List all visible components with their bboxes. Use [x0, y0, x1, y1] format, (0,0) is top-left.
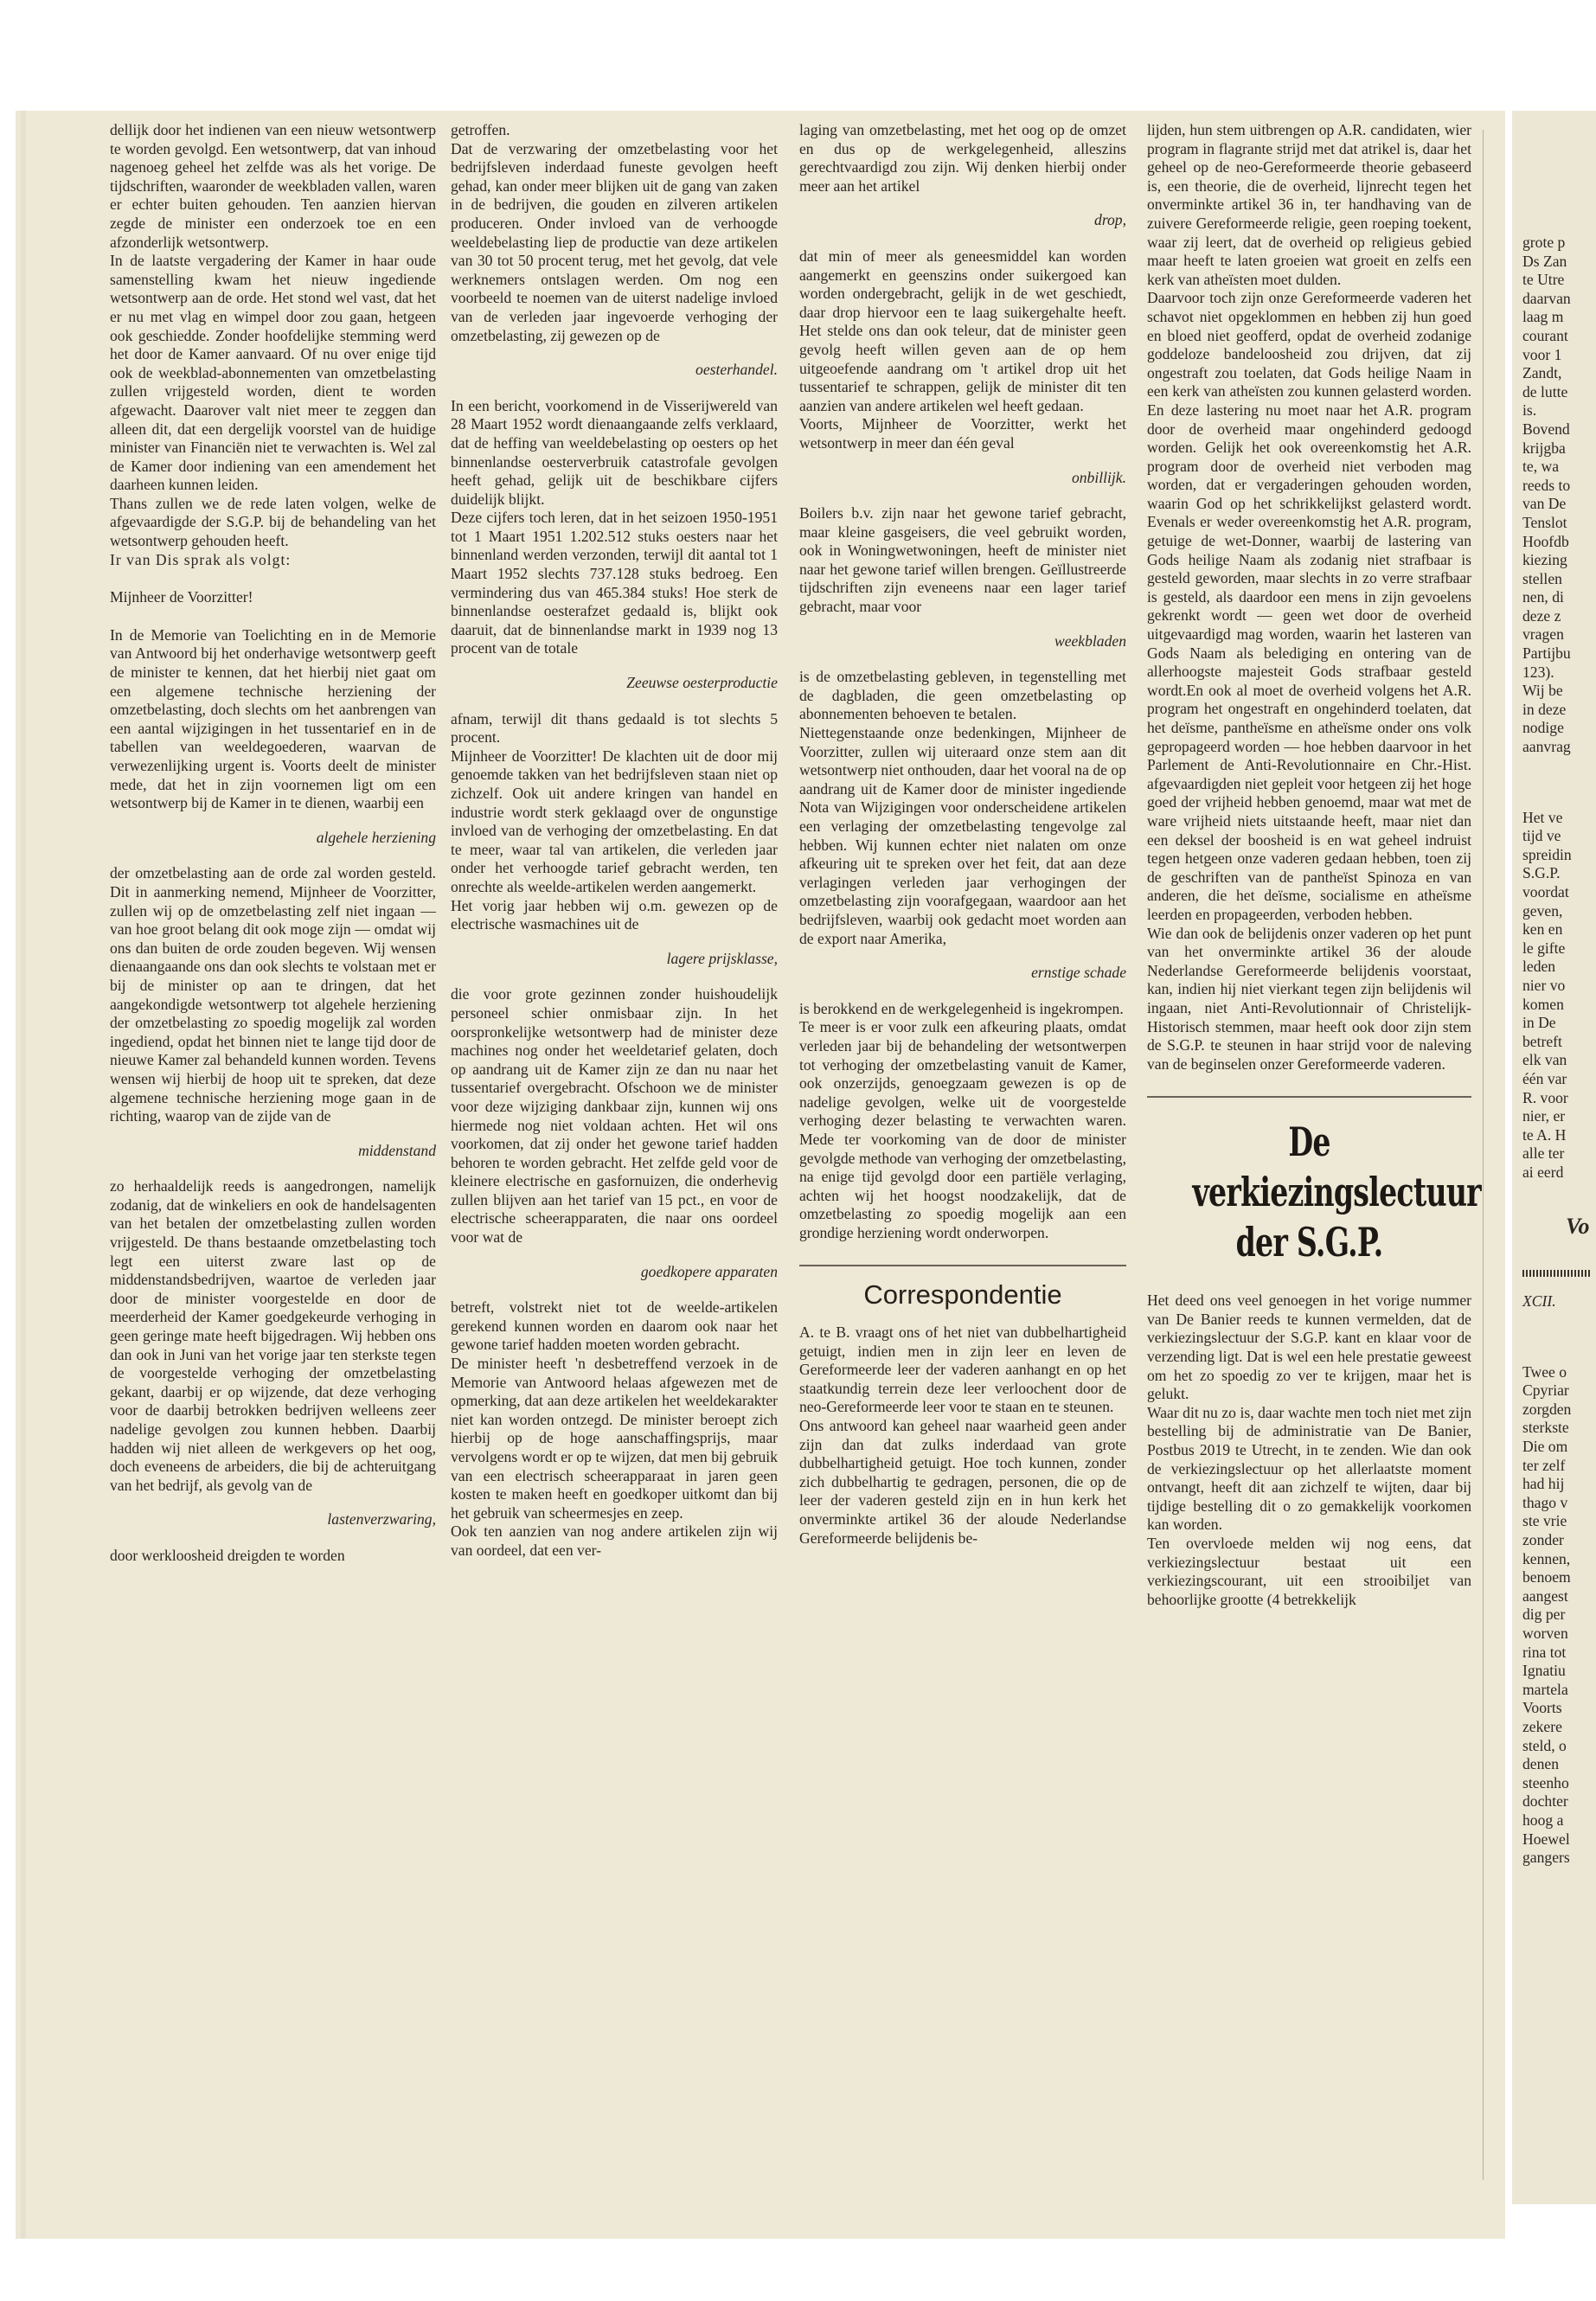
subheading: lagere prijsklasse, [666, 949, 778, 967]
paragraph: De minister heeft 'n desbetreffend verzoek in de Memorie van Antwoord helaas afgewezen met de opmerking, dat aan deze artikelen het weeldekarakter niet kan worden ontzegd. De minister beroept zich hierbij op de hoge aanschaffingsprijs, maar vervolgens wordt er op te wijzen, dat men bij gebruik van een electrisch scheerapparaat in jaren geen kosten te maken heeft en goedkoper uitkomt dan bij het gebruik van scheermesjes en zeep. [451, 1355, 778, 1522]
adjacent-page-fragment: denen [1522, 1755, 1560, 1773]
adjacent-page-fragment: XCII. [1522, 1292, 1556, 1311]
adjacent-page-fragment: martela [1522, 1680, 1568, 1698]
adjacent-page-fragment: geven, [1522, 901, 1563, 920]
adjacent-page-fragment: reeds to [1522, 476, 1571, 494]
paragraph: Daarvoor toch zijn onze Gereformeerde vaderen het schavot niet opgeklommen en hebben zij hun goed en bloed niet geofferd, opdat de overheid zodanige goddeloze bandeloosheid zou drijven, dat zij ongestraft zou toelaten, dat Gods heilige Naam in een kerk van atheïsten zou kunnen gelasterd worden. En deze lastering nu moet naar het A.R. program door de overheid maar ongehinderd gedoogd worden. Gelijk het ook overeenkomstig het A.R. program door de overheid niet verboden mag worden, dat er vergaderingen gehouden worden, waarin God op het schrikkelijkst gelasterd wordt. Evenals er weder overeenkomstig het A.R. program, getuige de wet-Donner, waarbij de lastering van Gods heilige Naam als zodanig niet strafbaar is gesteld geworden, maar slechts in zo verre strafbaar is gesteld, als daardoor een mens in zijn gevoelens gekrenkt wordt — geen wet door de overheid uitgevaardigd mag worden, waarin het lasteren van Gods Naam als belediging en ontering van de allerhoogste majesteit Gods strafbaar gesteld wordt.En ook al moet de overheid volgens het A.R. program het ongestraft en ongehinderd toelaten, dat het deïsme, pantheïsme en atheïsme onder ons volk gepropageerd worden — hoe hebben daarvoor in het Parlement de Anti-Revolutionnaire en Chr.-Hist. afgevaardigden niet gepleit voor hetgeen zij het hoge goed der vrijheid hebben genoemd, maar wat met de ware vrijheid niets uitstaande heeft, maar niet dan een deksel der boosheid is en wat geheel indruist tegen hetgeen onze vaderen gedaan hebben, toen zij de geschriften van de pantheïst Spinoza en van anderen, die het deïsme, socialisme en atheïsme leerden en propageerden, verboden hebben. [1147, 289, 1471, 923]
adjacent-page-fragment: Ds Zan [1522, 252, 1567, 270]
adjacent-page-fragment: worven [1522, 1625, 1568, 1642]
column-2 [451, 121, 778, 1561]
adjacent-page-fragment: Hoewel [1522, 1830, 1570, 1848]
adjacent-page-fragment: steenho [1522, 1773, 1569, 1791]
adjacent-page-fragment: in De [1522, 1014, 1556, 1032]
adjacent-page-fragment: nier, er [1522, 1107, 1566, 1125]
paragraph: is berokkend en de werkgelegenheid is ingekrompen. [799, 999, 1124, 1017]
adjacent-page-fragment: laag m [1522, 308, 1564, 326]
adjacent-page-fragment: Bovend [1522, 420, 1570, 438]
subheading: drop, [1094, 211, 1126, 229]
adjacent-page-fragment: ter zelf [1522, 1456, 1566, 1474]
adjacent-page-fragment: le gifte [1522, 939, 1566, 957]
paragraph: Deze cijfers toch leren, dat in het seizoen 1950-1951 tot 1 Maart 1951 1.202.512 stuks oesters naar het binnenland werden verzonden, terwijl dit aantal tot 1 Maart 1952 slechts 737.128 stuks bedroeg. Een vermindering dus van 465.384 stuks! Hoe sterk de binnenlandse oesterafzet gedaald is, blijkt ook daaruit, dat de binnenlandse markt in 1939 nog 13 procent van de totale [451, 509, 778, 657]
paragraph: Waar dit nu zo is, daar wachte men toch niet met zijn bestelling bij de administratie van De Banier, Postbus 2019 te Utrecht, in te zenden. Wie dan ook de verkiezingslectuur op het allerlaatste moment ontvangt, heeft dit aan zichzelf te wijten, daar bij tijdige bestelling dit o zo gemakkelijk voorkomen kan worden. [1147, 1403, 1471, 1534]
paragraph: In een bericht, voorkomend in de Visserijwereld van 28 Maart 1952 wordt dienaangaande zelfs verklaard, dat de heffing van weeldebelasting op oesters op het binnenlandse oesterverbruik catastrofale gevolgen heeft gehad, gelijk uit de beschikbare cijfers duidelijk blijkt. [451, 396, 778, 508]
paragraph: Dat de verzwaring der omzetbelasting voor het bedrijfsleven inderdaad funeste gevolgen heeft gehad, kan onder meer blijken uit de gang van zaken in de bedrijven, die gouden en zilveren artikelen produceren. Onder invloed van de verhoogde weeldebelasting liep de productie van deze artikelen van 30 tot 50 procent terug, met het gevolg, dat vele werknemers ontslagen werden. Om nog een voorbeeld te noemen van de uiterst nadelige invloed van de verleden jaar ingevoerde verhoging der omzetbelasting, zij gewezen op de [451, 139, 778, 344]
adjacent-page-fragment: zekere [1522, 1717, 1562, 1735]
adjacent-page-fragment: sterkste [1522, 1419, 1569, 1437]
adjacent-page-fragment: hoog a [1522, 1811, 1564, 1829]
adjacent-page-fragment: spreidin [1522, 845, 1572, 863]
adjacent-page-fragment: te, wa [1522, 458, 1560, 476]
adjacent-page-fragment: voordat [1522, 883, 1569, 901]
adjacent-page-fragment: Het ve [1522, 808, 1563, 826]
adjacent-page-fragment: Cpyriar [1522, 1381, 1569, 1400]
paragraph: Voorts, Mijnheer de Voorzitter, werkt het wetsontwerp in meer dan één geval [799, 415, 1126, 452]
adjacent-page-fragment: ste vrie [1522, 1512, 1567, 1530]
adjacent-page-fragment: dig per [1522, 1606, 1566, 1624]
subheading: middenstand [358, 1141, 436, 1159]
adjacent-page-fragment: 123). [1522, 663, 1554, 681]
adjacent-page-fragment: benoem [1522, 1568, 1571, 1586]
adjacent-page-fragment: Die om [1522, 1438, 1568, 1456]
adjacent-page-fragment: Voorts [1522, 1699, 1562, 1717]
paragraph: laging van omzetbelasting, met het oog op de omzet en dus op de werkgelegenheid, alleszins gerechtvaardigd zou zijn. Wij denken hierbij onder meer aan het artikel [799, 121, 1126, 195]
adjacent-page-edge [1512, 111, 1596, 2204]
adjacent-page-fragment: thago v [1522, 1493, 1568, 1511]
subheading: onbillijk. [1071, 468, 1126, 486]
paragraph: dellijk door het indienen van een nieuw wetsontwerp te worden gevolgd. Een wetsontwerp, dat van inhoud nagenoeg geheel het zelfde was als het vorige. De tijdschriften, waaronder de weekbladen vallen, waren er echter buiten gehouden. Ten aanzien hiervan zegde de minister een onderzoek toe en een afzonderlijk wetsontwerp. [110, 121, 436, 251]
paragraph: afnam, terwijl dit thans gedaald is tot slechts 5 procent. [451, 709, 778, 747]
paragraph: Wie dan ook de belijdenis onzer vaderen op het punt van het onverminkte artikel 36 der aloude Nederlandse Gereformeerde belijdenis voorstaat, kan, indien hij niet vierkant tegen zijn belijdenis wil ingaan, niet Anti-Revolutionnair of Christelijk-Historisch stemmen, maar heeft ook door zijn stem de S.G.P. te steunen in haar strijd voor de naleving van de beginselen onzer Gereformeerde vaderen. [1147, 924, 1471, 1073]
paragraph: lijden, hun stem uitbrengen op A.R. candidaten, wier program in flagrante strijd met dat atrikel is, daar het geheel op de neo-Gereformeerde theorie gebaseerd is, een theorie, die de overheid, lijnrecht tegen het onverminkte artikel 36 in, ter handhaving van de zuivere Gereformeerde religie, geen roeping toekent, waar zij leert, dat de overheid op religieus gebied maar heeft te laten groeien wat groeit en zelfs een kerk van atheïsten moet dulden. [1147, 121, 1471, 288]
salutation: Mijnheer de Voorzitter! [110, 588, 253, 606]
adjacent-page-fragment: aangest [1522, 1586, 1568, 1605]
adjacent-page-fragment: daarvan [1522, 289, 1571, 307]
adjacent-page-fragment: nier vo [1522, 976, 1566, 994]
paragraph: In de laatste vergadering der Kamer in haar oude samenstelling kwam het nieuw ingediende wetsontwerp aan de orde. Het stond wel vast, dat het er nu met vlag en wimpel door zou gaan, hetgeen ook geschiedde. Zonder hoofdelijke stemming werd het door de Kamer aanvaard. Of nu over enige tijd ook de weekblad-abonnementen van omzetbelasting zullen vrijgesteld worden, dient te worden afgewacht. Daarover valt niet meer te zeggen dan alleen dit, dat een dergelijk voorstel van de huidige minister van Financiën niet te verwachten is. Wel zal de Kamer door indiening van een amendement het daarheen kunnen leiden. [110, 252, 436, 494]
paragraph: der omzetbelasting aan de orde zal worden gesteld. Dit in aanmerking nemend, Mijnheer de Voorzitter, zullen wij op de omzetbelasting zelf niet ingaan — van hoe groot belang dit ook moge zijn — omdat wij ons dan buiten de orde zouden begeven. Wij wensen dienaangaande ons dan ook slechts te volstaan met er bij de minister op aan te dringen, dat het aangekondigde wetsontwerp tot algehele herziening der omzetbelasting zo spoedig mogelijk zal worden ingediend, opdat het binnen niet te lange tijd door de nieuwe Kamer zal behandeld kunnen worden. Tevens wensen wij hierbij de hoop uit te spreken, dat deze algemene technische herziening moge gaan in de richting, waarop van de zijde van de [110, 864, 436, 1125]
adjacent-page-fragment: krijgba [1522, 439, 1566, 457]
adjacent-page-fragment: van De [1522, 495, 1567, 513]
paragraph: Het vorig jaar hebben wij o.m. gewezen op de electrische wasmachines uit de [451, 896, 778, 933]
paragraph: Ook ten aanzien van nog andere artikelen zijn wij van oordeel, dat een ver- [451, 1522, 778, 1559]
adjacent-page-fragment: komen [1522, 995, 1564, 1013]
paragraph: zo herhaaldelijk reeds is aangedrongen, namelijk zodanig, dat de winkeliers en ook de handelsagenten van het betalen der omzetbelasting zullen worden vrijgesteld. De thans bestaande omzetbelasting toch legt een uiterst zware last op de middenstandsbedrijven, waartoe de verleden jaar door de minister voorgestelde en door de meerderheid der Kamer goedgekeurde verhoging in geen geringe mate heeft bijgedragen. Wij hebben ons dan ook in Juni van het vorige jaar ten sterkste tegen de voorgestelde verhoging der omzetbelasting gekant, daarbij er op wijzende, dat deze verhoging voor de daarbij betrokken bedrijven welleens zeer nadelige gevolgen zou kunnen hebben. Daarbij hadden wij niet alleen de werkgevers op het oog, doch eveneens de arbeiders, die bij de achteruitgang van het bedrijf, als gevolg van de [110, 1177, 436, 1494]
article-headline: De verkiezingslectuur der S.G.P. [1192, 1118, 1481, 1266]
adjacent-page-fragment: betreft [1522, 1032, 1562, 1050]
paragraph: is de omzetbelasting gebleven, in tegenstelling met de dagbladen, die geen omzetbelasting op abonnementen behoeven te betalen. [799, 668, 1126, 723]
subheading: weekbladen [1054, 631, 1126, 650]
adjacent-page-fragment: voor 1 [1522, 345, 1562, 363]
adjacent-page-fragment: dochter [1522, 1792, 1568, 1811]
section-divider [799, 1265, 1126, 1266]
adjacent-page-fragment: nen, di [1522, 588, 1564, 606]
adjacent-page-fragment: Hoofdb [1522, 532, 1569, 550]
column-4 [1147, 121, 1481, 1609]
section-divider [1147, 1096, 1471, 1098]
speaker-line: Ir van Dis sprak als volgt: [110, 550, 292, 568]
adjacent-page-fragment: Wij be [1522, 682, 1563, 700]
adjacent-page-fragment: te Utre [1522, 271, 1565, 289]
column-1 [110, 121, 436, 1566]
paragraph: Te meer is er voor zulk een afkeuring plaats, omdat verleden jaar bij de behandeling der wetsontwerpen tot verhoging der omzetbelasting vanuit de Kamer, ook onzerzijds, genoegzaam gewezen is op de nadelige gevolgen, welke uit de voorgestelde verhoging dezer belasting te verwachten waren. Mede ter voorkoming van de door de minister gevolgde methode van verhoging der omzetbelasting, na enige tijd gevolgd door een partiële verlaging, achten wij het hoogst noodzakelijk, dat de omzetbelasting zo spoedig mogelijk aan een grondige herziening wordt onderworpen. [799, 1018, 1126, 1241]
adjacent-page-fragment: gangers [1522, 1849, 1570, 1867]
adjacent-page-fragment: alle ter [1522, 1144, 1565, 1163]
paragraph: door werkloosheid dreigden te worden [110, 1546, 345, 1564]
paragraph: getroffen. [451, 121, 510, 138]
adjacent-page-fragment: S.G.P. [1522, 864, 1561, 882]
adjacent-page-fragment: nodige [1522, 719, 1564, 737]
adjacent-page-fragment: Ignatiu [1522, 1662, 1566, 1680]
adjacent-page-fragment: tijd ve [1522, 827, 1561, 845]
paragraph: Het deed ons veel genoegen in het vorige nummer van De Banier reeds te kunnen vermelden, dat de verkiezingslectuur der S.G.P. kant en klaar voor de verzending ligt. Dat is wel een hele prestatie geweest om het zo spoedig zo ver te krijgen, maar het is gelukt. [1147, 1292, 1471, 1403]
paragraph: die voor grote gezinnen zonder huishoudelijk personeel schier onmisbaar zijn. In het oorspronkelijke wetsontwerp had de minister deze machines nog onder het weeldetarief gelaten, doch op aandrang uit de Kamer zijn ze dan nu naar het tussentarief overgebracht. Ofschoon we de minister voor deze wijziging dankbaar zijn, kunnen wij ons hiermede nog niet voldaan achten. Het wil ons voorkomen, dat zij onder het gewone tarief hadden behoren te worden gebracht. Het zelfde geld voor de kleinere electrische en gasfornuizen, die onderhevig zullen blijven aan het tarief van 15 pct., en voor de electrische scheerapparaten, die naar ons oordeel voor wat de [451, 985, 778, 1247]
paragraph: Ten overvloede melden wij nog eens, dat verkiezingslectuur bestaat uit een verkiezingscourant, uit een strooibiljet van behoorlijke grootte (4 betrekkelijk [1147, 1535, 1471, 1608]
adjacent-page-fragment: Twee o [1522, 1362, 1567, 1381]
adjacent-page-fragment: Vo [1566, 1213, 1590, 1239]
ornament-divider [1522, 1270, 1592, 1277]
adjacent-page-text [1522, 234, 1596, 1868]
subheading: Zeeuwse oesterproductie [626, 674, 778, 692]
paragraph: Mijnheer de Voorzitter! De klachten uit de door mij genoemde takken van het bedrijfsleven staan niet op zichzelf. Ook uit andere kringen van handel en industrie wordt sterk geklaagd over de ongunstige invloed van de verhoging der omzetbelasting. En dat te meer, waar tal van artikelen, die verleden jaar onder het verhoogde tarief gebracht werden, ten onrechte als weelde-artikelen werden aangemerkt. [451, 747, 778, 895]
paragraph: In de Memorie van Toelichting en in de Memorie van Antwoord bij het onderhavige wetsontwerp geeft de minister te kennen, dat het hierbij niet gaat om een algemene technische herziening der omzetbelasting, doch slechts om het aanbrengen van een aantal wijzigingen in het tussentarief en in de tabellen van weeldegoederen, waarvan de verwezenlijking urgent is. Voorts deelt de minister mede, dat het in zijn voornemen ligt om een wetsontwerp bij de Kamer in te dienen, waarbij een [110, 625, 436, 812]
paragraph: Thans zullen we de rede laten volgen, welke de afgevaardigde der S.G.P. bij de behandeling van het wetsontwerp gehouden heeft. [110, 494, 436, 550]
adjacent-page-fragment: leden [1522, 958, 1556, 976]
adjacent-page-fragment: Partijbu [1522, 644, 1571, 663]
subheading: algehele herziening [316, 828, 436, 846]
adjacent-page-fragment: vragen [1522, 625, 1564, 644]
column-3 [799, 121, 1126, 1548]
adjacent-page-fragment: aanvrag [1522, 738, 1571, 756]
adjacent-page-fragment: ai eerd [1522, 1163, 1564, 1181]
adjacent-page-fragment: de lutte [1522, 382, 1568, 401]
paragraph: dat min of meer als geneesmiddel kan worden aangemerkt en geenszins onder suikergoed kan worden ondergebracht, gelijk in de wet geschiedt, daar drop hiervoor een te laag suikergehalte heeft. Het stelde ons dan ook teleur, dat de minister geen gevolg heeft willen geven aan de op hem uitgeoefende aandrang om 't artikel drop uit het tussentarief te schrappen, gelijk de minister dit ten aanzien van andere artikelen wel heeft gedaan. [799, 247, 1126, 414]
adjacent-page-fragment: stellen [1522, 569, 1562, 587]
adjacent-page-fragment: steld, o [1522, 1736, 1567, 1754]
adjacent-page-fragment: deze z [1522, 606, 1561, 625]
adjacent-page-fragment: zonder [1522, 1531, 1564, 1549]
adjacent-page-fragment: elk van [1522, 1051, 1567, 1069]
adjacent-page-fragment: ken en [1522, 920, 1563, 939]
subheading: lastenverzwaring, [327, 1510, 436, 1529]
column-rule [1483, 130, 1484, 2180]
paragraph: A. te B. vraagt ons of het niet van dubbelhartigheid getuigt, indien men in zijn leer en leven de Gereformeerde leer der vaderen aanhangt en op het staatkundig terrein deze leer verloochent door de neo-Gereformeerde leer voor te staan en te steunen. [799, 1324, 1126, 1416]
adjacent-page-fragment: in deze [1522, 700, 1567, 718]
adjacent-page-fragment: kiezing [1522, 551, 1567, 569]
section-heading-correspondentie: Correspondentie [863, 1279, 1062, 1311]
paragraph: betreft, volstrekt niet tot de weelde-artikelen gerekend kunnen worden en daarom ook naar het gewone tarief hadden moeten worden gebracht. [451, 1298, 778, 1354]
adjacent-page-fragment: te A. H [1522, 1125, 1567, 1144]
subheading: ernstige schade [1031, 964, 1126, 982]
paragraph: Ons antwoord kan geheel naar waarheid geen ander zijn dan dat zulks inderdaad van grote dubbelhartigheid getuigt. Hoe toch kunnen, zonder zich dubbelhartig te gedragen, personen, die op de leer der vaderen gesteld zijn en in hun kerk het onverminkte artikel 36 der aloude Nederlandse Gereformeerde belijdenis be- [799, 1417, 1126, 1547]
adjacent-page-fragment: grote p [1522, 234, 1566, 251]
adjacent-page-fragment: R. voor [1522, 1088, 1568, 1106]
adjacent-page-fragment: zorgden [1522, 1400, 1572, 1418]
adjacent-page-fragment: Tenslot [1522, 513, 1567, 531]
subheading: goedkopere apparaten [640, 1262, 778, 1280]
paragraph: Niettegenstaande onze bedenkingen, Mijnheer de Voorzitter, zullen wij uiteraard onze stem aan dit wetsontwerp niet onthouden, daar het vooral na de op aandrang uit de Kamer door de minister ingediende Nota van Wijzigingen voor onderscheidene artikelen een verlaging der omzetbelasting tengevolge zal hebben. Wij kunnen echter niet nalaten om onze afkeuring uit te spreken over het feit, dat aan deze verlagingen verleden jaar verhogingen der omzetbelasting zijn voorafgegaan, waardoor aan het bedrijfsleven, waarbij ook gedacht moet worden aan de export naar Amerika, [799, 724, 1126, 947]
adjacent-page-fragment: courant [1522, 326, 1568, 344]
adjacent-page-fragment: had hij [1522, 1475, 1565, 1493]
adjacent-page-fragment: is. [1522, 401, 1537, 420]
adjacent-page-fragment: rina tot [1522, 1643, 1567, 1661]
paragraph: Boilers b.v. zijn naar het gewone tarief gebracht, maar kleine gasgeisers, die veel gebruikt worden, ook in Woningwetwoningen, heeft de minister niet naar het gewone tarief willen brengen. Geïllustreerde tijdschriften zijn eveneens naar een lager tarief gebracht, maar voor [799, 504, 1126, 616]
adjacent-page-fragment: Zandt, [1522, 364, 1562, 382]
adjacent-page-fragment: kennen, [1522, 1549, 1571, 1567]
adjacent-page-fragment: één var [1522, 1069, 1567, 1087]
subheading: oesterhandel. [695, 361, 778, 379]
